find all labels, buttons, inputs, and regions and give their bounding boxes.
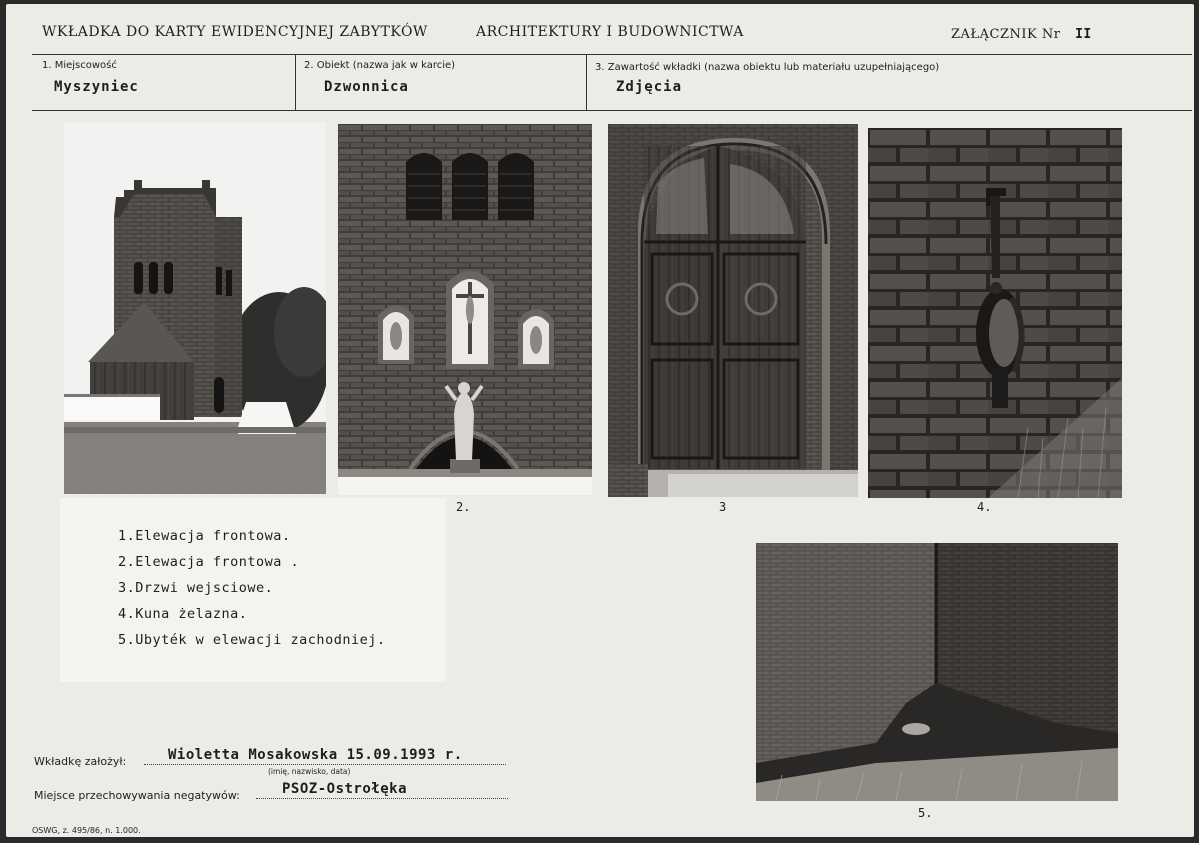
storage-line	[256, 798, 508, 799]
caption-3: 3.Drzwi wejsciowe.	[118, 580, 274, 596]
author-line	[144, 764, 506, 765]
attachment-label	[951, 27, 1092, 42]
record-sheet	[6, 4, 1194, 837]
photo-brick-corner	[756, 543, 1118, 801]
attachment-number: II	[1075, 27, 1092, 42]
photo-number-5: 5.	[918, 806, 933, 820]
attachment-text: ZAŁĄCZNIK Nr	[951, 27, 1061, 42]
content-label: 3. Zawartość wkładki (nazwa obiektu lub materiału uzupełniającego)	[595, 62, 940, 73]
object-label: 2. Obiekt (nazwa jak w karcie)	[304, 60, 456, 71]
photo-iron-shackle	[868, 128, 1122, 498]
object-value: Dzwonnica	[324, 79, 409, 95]
caption-card	[60, 498, 446, 682]
photo-entrance-door	[608, 124, 858, 497]
author-value: Wioletta Mosakowska 15.09.1993 r.	[168, 747, 463, 763]
header-rule-top	[32, 54, 1192, 55]
form-subtitle: ARCHITEKTURY I BUDOWNICTWA	[476, 24, 744, 40]
caption-5: 5.Ubyték w elewacji zachodniej.	[118, 632, 386, 648]
photo-number-4: 4.	[977, 500, 992, 514]
photo-bell-tower	[64, 122, 326, 494]
storage-value: PSOZ-Ostrołęka	[282, 781, 408, 797]
print-code: OSWG, z. 495/86, n. 1.000.	[32, 826, 141, 835]
caption-2: 2.Elewacja frontowa .	[118, 554, 300, 570]
author-hint: (imię, nazwisko, data)	[268, 767, 351, 776]
storage-label: Miejsce przechowywania negatywów:	[34, 789, 240, 802]
field-divider-2	[586, 54, 587, 110]
author-label: Wkładkę założył:	[34, 755, 127, 768]
content-value: Zdjęcia	[616, 79, 683, 95]
place-value: Myszyniec	[54, 79, 139, 95]
caption-1: 1.Elewacja frontowa.	[118, 528, 291, 544]
caption-4: 4.Kuna żelazna.	[118, 606, 248, 622]
photo-number-2: 2.	[456, 500, 471, 514]
field-divider-1	[295, 54, 296, 110]
header-rule-bottom	[32, 110, 1192, 111]
photo-front-facade	[338, 124, 592, 495]
place-label: 1. Miejscowość	[42, 60, 117, 71]
form-title: WKŁADKA DO KARTY EWIDENCYJNEJ ZABYTKÓW	[42, 24, 428, 40]
photo-number-3: 3	[719, 500, 727, 514]
